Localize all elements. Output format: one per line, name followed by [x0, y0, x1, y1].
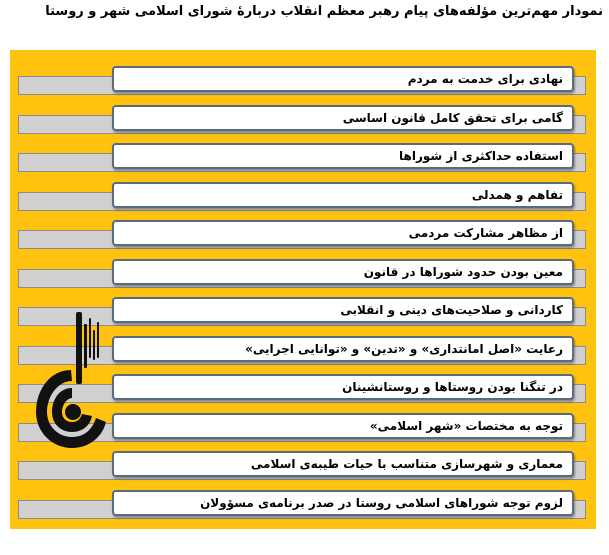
item-box: از مظاهر مشارکت مردمی — [112, 220, 574, 246]
item-box: معماری و شهرسازی متناسب با حیات طیبه‌ی اسلامی — [112, 451, 574, 477]
diagram-title: نمودار مهم‌ترین مؤلفه‌های پیام رهبر معظم انقلاب دربارهٔ شورای اسلامی شهر و روستا — [45, 4, 603, 19]
item-box: استفاده حداکثری از شوراها — [112, 143, 574, 169]
item-box: توجه به مختصات «شهر اسلامی» — [112, 413, 574, 439]
emblem-logo-icon — [32, 310, 110, 450]
item-box: در تنگنا بودن روستاها و روستانشینان — [112, 374, 574, 400]
item-box: کاردانی و صلاحیت‌های دینی و انقلابی — [112, 297, 574, 323]
item-box: رعایت «اصل امانتداری» و «تدین» و «توانایی اجرایی» — [112, 336, 574, 362]
diagram-panel — [10, 50, 596, 529]
item-box: گامی برای تحقق کامل قانون اساسی — [112, 105, 574, 131]
item-box: لزوم توجه شوراهای اسلامی روستا در صدر برنامه‌ی مسؤولان — [112, 490, 574, 516]
item-box: معین بودن حدود شوراها در قانون — [112, 259, 574, 285]
item-box: تفاهم و همدلی — [112, 182, 574, 208]
item-box: نهادی برای خدمت به مردم — [112, 66, 574, 92]
